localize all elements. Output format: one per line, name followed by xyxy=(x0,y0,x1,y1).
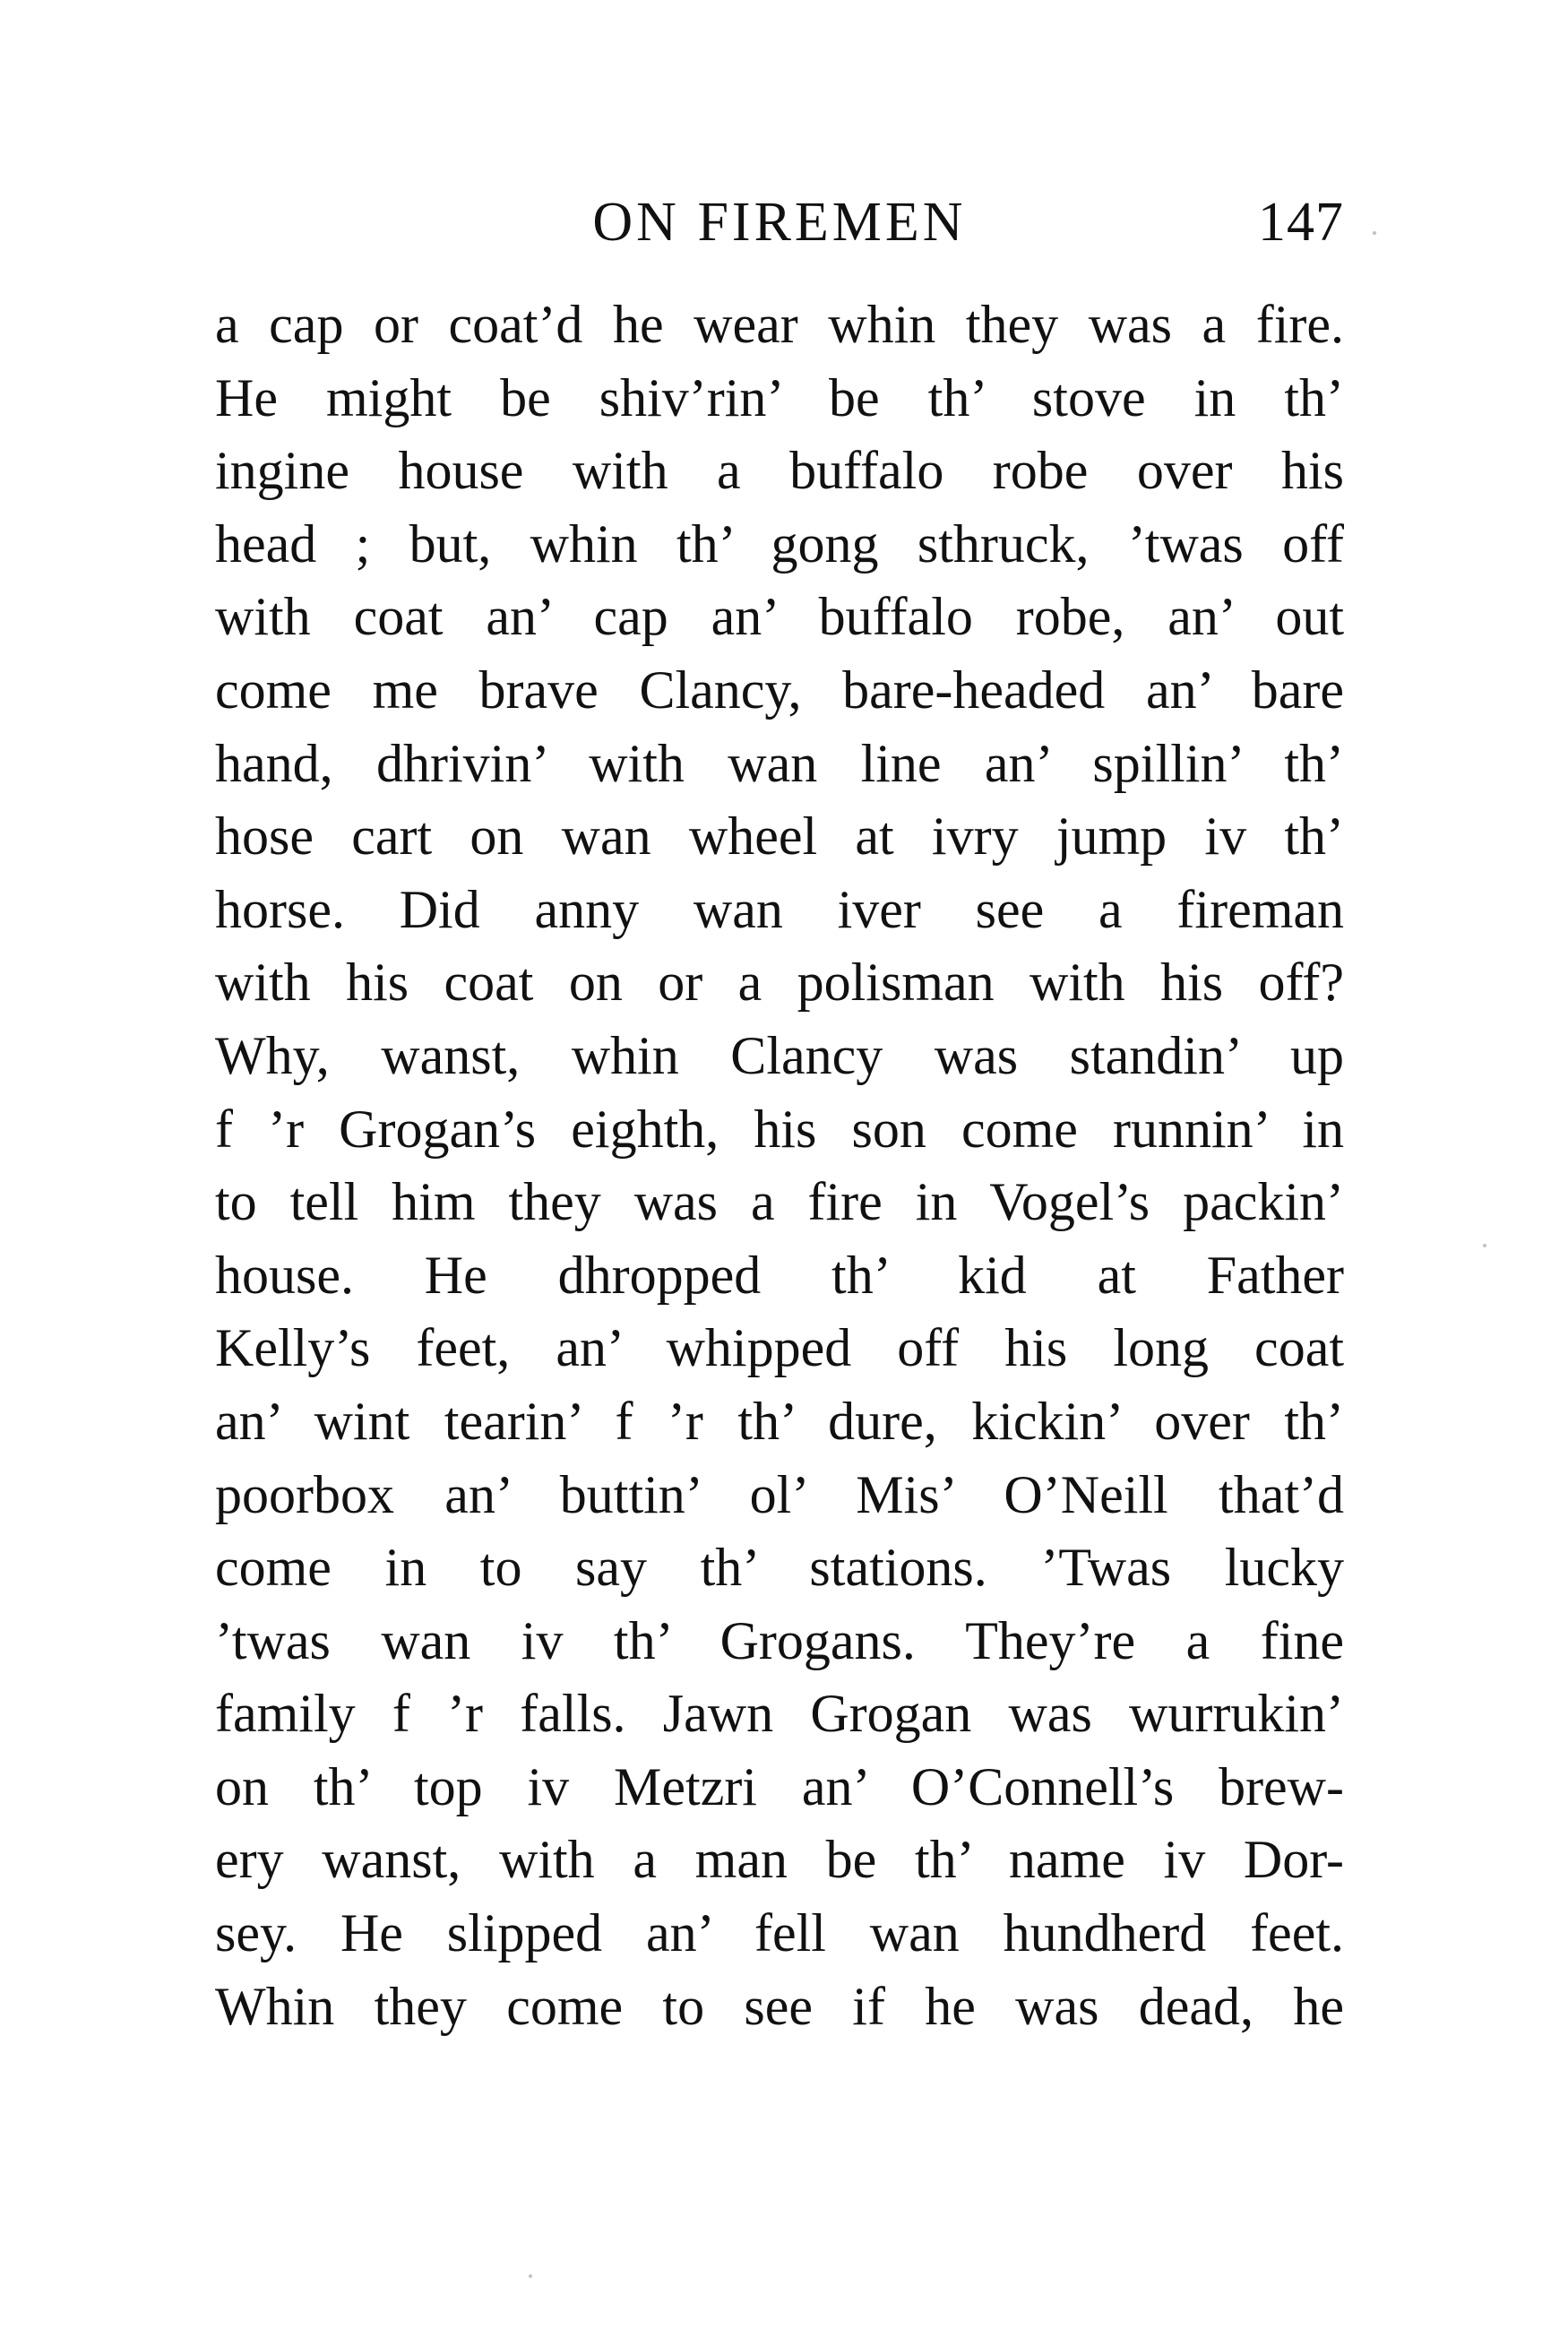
paper-speck xyxy=(1373,231,1376,235)
text-line: Why, wanst, whin Clancy was standin’ up xyxy=(215,1025,1344,1085)
text-line: head ; but, whin th’ gong sthruck, ’twas off xyxy=(215,513,1344,574)
text-line: with coat an’ cap an’ buffalo robe, an’ out xyxy=(215,587,1344,647)
text-line: on th’ top iv Metzri an’ O’Connell’s brew- xyxy=(215,1756,1344,1816)
text-line: hose cart on wan wheel at ivry jump iv th’ xyxy=(215,807,1344,867)
text-line: poorbox an’ buttin’ ol’ Mis’ O’Neill that’d xyxy=(215,1464,1344,1524)
text-line: ery wanst, with a man be th’ name iv Dor- xyxy=(215,1830,1344,1890)
text-line: horse. Did anny wan iver see a fireman xyxy=(215,879,1344,939)
paper-speck xyxy=(1483,1244,1486,1247)
page-number: 147 xyxy=(1258,192,1344,253)
running-title: ON FIREMEN xyxy=(592,192,967,253)
text-line: ’twas wan iv th’ Grogans. They’re a fine xyxy=(215,1610,1344,1670)
text-line: sey. He slipped an’ fell wan hundherd feet. xyxy=(215,1903,1344,1963)
text-line: a cap or coat’d he wear whin they was a fire. xyxy=(215,295,1344,354)
body-text xyxy=(215,289,1344,2043)
text-line: Kelly’s feet, an’ whipped off his long coat xyxy=(215,1318,1344,1378)
text-line: Whin they come to see if he was dead, he xyxy=(215,1976,1344,2036)
text-line: an’ wint tearin’ f ’r th’ dure, kickin’ over th’ xyxy=(215,1391,1344,1451)
paper-speck xyxy=(529,2274,532,2278)
running-head xyxy=(215,179,1344,269)
text-line: come in to say th’ stations. ’Twas lucky xyxy=(215,1538,1344,1598)
text-line: ingine house with a buffalo robe over his xyxy=(215,441,1344,501)
text-line: house. He dhropped th’ kid at Father xyxy=(215,1245,1344,1305)
text-line: f ’r Grogan’s eighth, his son come runnin’ in xyxy=(215,1099,1344,1159)
text-line: to tell him they was a fire in Vogel’s packin’ xyxy=(215,1172,1344,1232)
text-line: come me brave Clancy, bare-headed an’ bare xyxy=(215,660,1344,720)
text-line: hand, dhrivin’ with wan line an’ spillin’ th’ xyxy=(215,733,1344,793)
text-line: He might be shiv’rin’ be th’ stove in th’ xyxy=(215,367,1344,427)
text-line: with his coat on or a polisman with his off? xyxy=(215,953,1344,1013)
text-line: family f ’r falls. Jawn Grogan was wurrukin’ xyxy=(215,1684,1344,1744)
